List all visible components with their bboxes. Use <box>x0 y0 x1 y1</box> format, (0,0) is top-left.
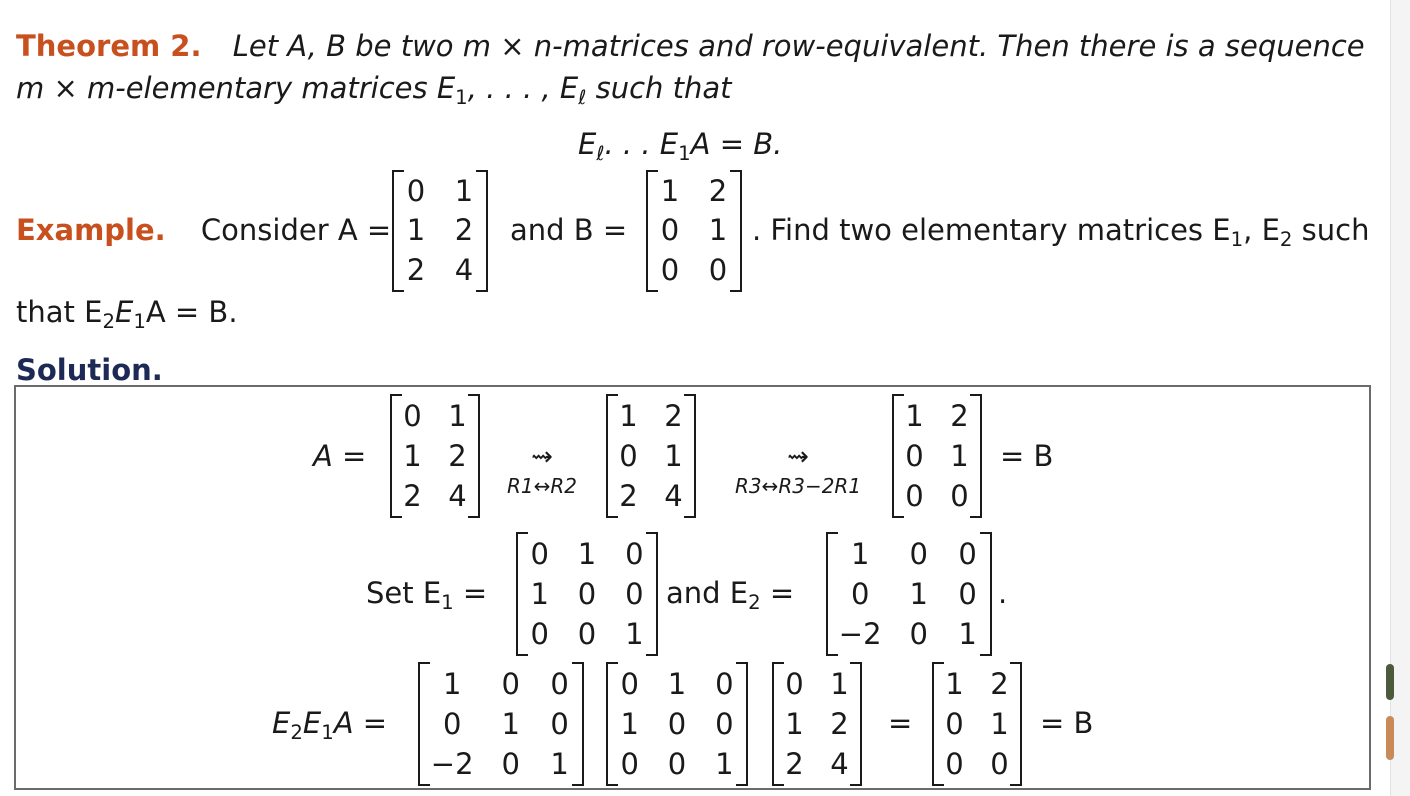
matrix-cell: 0 <box>577 616 597 651</box>
matrix-cell: 1 <box>619 398 638 433</box>
matrix-cell: 1 <box>785 706 804 741</box>
theorem-line-1 <box>16 29 1365 63</box>
example-such: such <box>1292 213 1370 247</box>
matrix-a-solution <box>390 396 480 516</box>
sol-e2-eq: = <box>760 576 795 610</box>
matrix-cell: 0 <box>619 438 638 473</box>
matrix-cell: 0 <box>905 478 924 513</box>
matrix-cell: 0 <box>958 536 977 571</box>
matrix-cell: 0 <box>715 706 734 741</box>
theorem-text-1: Let A, B be two m × n-matrices and row-equivalent. Then there is a sequence <box>232 29 1365 63</box>
matrix-cell: 4 <box>664 478 683 513</box>
sol-eq-b: = B <box>1000 439 1054 473</box>
matrix-cell: 0 <box>660 213 680 248</box>
sol-and-e2: and E2 = <box>666 576 795 614</box>
sol-set-text: Set E <box>366 576 442 610</box>
matrix-cell: 2 <box>830 706 849 741</box>
row-op-arrow-1 <box>494 444 590 496</box>
theorem-line-2: m × m-elementary matrices E1, . . . , Eℓ such that <box>16 71 732 109</box>
example-consider: Consider A = <box>200 213 392 247</box>
matrix-cell: 1 <box>530 576 549 611</box>
matrix-cell: 0 <box>403 398 422 433</box>
matrix-cell: 1 <box>945 666 964 701</box>
matrix-cell: 1 <box>501 706 520 741</box>
matrix-b-product <box>932 664 1022 784</box>
matrix-cell: 2 <box>403 478 422 513</box>
matrix-cell: 0 <box>785 666 804 701</box>
squiggle-arrow-icon: ⇝ <box>787 442 809 472</box>
matrix-cell: 0 <box>625 536 644 571</box>
matrix-cell: 0 <box>667 746 687 781</box>
eq-part-2: . . . E <box>604 127 679 161</box>
matrix-cell: 0 <box>950 478 969 513</box>
matrix-cell: 4 <box>448 478 467 513</box>
solution-label <box>16 353 163 387</box>
matrix-cell: 1 <box>667 666 687 701</box>
matrix-cell: 0 <box>577 576 597 611</box>
example-line-2: that E2E1A = B. <box>16 295 238 333</box>
row-op-arrow-2 <box>718 444 878 496</box>
theorem-text-2b: , . . . , E <box>467 71 579 105</box>
sol-a-eq: A = <box>313 439 367 473</box>
row-op-1: R1↔R2 <box>507 474 577 498</box>
matrix-cell: 0 <box>945 706 964 741</box>
matrix-cell: 1 <box>708 213 728 248</box>
matrix-cell: 1 <box>990 706 1009 741</box>
matrix-cell: 1 <box>577 536 597 571</box>
eq-part-1: E <box>578 127 597 161</box>
matrix-cell: 2 <box>406 252 426 287</box>
matrix-cell: 1 <box>620 706 639 741</box>
sol-set-e1: Set E1 = <box>366 576 488 614</box>
matrix-cell: 0 <box>660 252 680 287</box>
matrix-cell: 0 <box>667 706 687 741</box>
sol-final-eq-b: = B <box>1040 706 1094 740</box>
sol-product-lhs: E2E1A = <box>272 706 388 744</box>
matrix-swapped <box>606 396 696 516</box>
matrix-cell: 1 <box>660 174 680 209</box>
matrix-cell: 0 <box>958 576 977 611</box>
matrix-cell: 4 <box>830 746 849 781</box>
matrix-cell: 0 <box>501 666 520 701</box>
matrix-cell: 0 <box>550 666 569 701</box>
matrix-e2 <box>826 534 992 654</box>
sol-period: . <box>998 576 1008 610</box>
sol-and-e2-text: and E <box>666 576 749 610</box>
matrix-cell: 1 <box>550 746 569 781</box>
matrix-cell: 2 <box>454 213 474 248</box>
matrix-cell: 2 <box>990 666 1009 701</box>
eq-part-3: A = B. <box>690 127 783 161</box>
matrix-cell: −2 <box>838 616 882 651</box>
matrix-cell: 0 <box>990 746 1009 781</box>
matrix-cell: 1 <box>958 616 977 651</box>
matrix-cell: 0 <box>909 616 928 651</box>
matrix-cell: 1 <box>448 398 467 433</box>
matrix-cell: 1 <box>950 438 969 473</box>
matrix-cell: 1 <box>850 536 870 571</box>
example-comma: , E <box>1243 213 1280 247</box>
matrix-a-example <box>392 172 488 290</box>
sol-product-lhs-text: A = <box>333 706 388 740</box>
matrix-cell: 0 <box>905 438 924 473</box>
matrix-cell: 0 <box>406 174 426 209</box>
solution-label-text: Solution. <box>16 353 163 387</box>
theorem-equation: Eℓ. . . E1A = B. <box>578 127 783 165</box>
matrix-cell: 0 <box>850 576 870 611</box>
matrix-cell: 0 <box>708 252 728 287</box>
theorem-text-2a: m × m-elementary matrices E <box>16 71 456 105</box>
matrix-cell: 1 <box>454 174 474 209</box>
example-find-text: . Find two elementary matrices E <box>752 213 1231 247</box>
theorem-label: Theorem 2. <box>16 29 202 63</box>
matrix-cell: 2 <box>664 398 683 433</box>
edge-blob-bottom <box>1386 716 1394 760</box>
example-label: Example. <box>16 213 166 247</box>
matrix-e1 <box>516 534 658 654</box>
matrix-cell: 2 <box>448 438 467 473</box>
edge-blob-top <box>1386 664 1394 700</box>
example-and-b: and B = <box>510 213 628 247</box>
matrix-cell: 0 <box>715 666 734 701</box>
matrix-cell: 2 <box>785 746 804 781</box>
matrix-cell: 2 <box>708 174 728 209</box>
matrix-cell: 0 <box>625 576 644 611</box>
matrix-cell: 2 <box>950 398 969 433</box>
matrix-cell: 1 <box>715 746 734 781</box>
matrix-cell: 0 <box>530 616 549 651</box>
example-that: that E <box>16 295 103 329</box>
matrix-cell: 0 <box>550 706 569 741</box>
example-line2-end: A = B. <box>145 295 238 329</box>
matrix-cell: 0 <box>501 746 520 781</box>
matrix-a-product <box>772 664 862 784</box>
matrix-cell: 0 <box>442 706 462 741</box>
theorem-text-2c: such that <box>586 71 732 105</box>
example-find: . Find two elementary matrices E1, E2 such <box>752 213 1370 251</box>
matrix-cell: −2 <box>430 746 474 781</box>
matrix-e1-product <box>606 664 748 784</box>
matrix-cell: 1 <box>664 438 683 473</box>
matrix-cell: 0 <box>909 536 928 571</box>
matrix-cell: 0 <box>620 746 639 781</box>
matrix-cell: 1 <box>905 398 924 433</box>
sol-set-eq: = <box>453 576 488 610</box>
matrix-cell: 1 <box>625 616 644 651</box>
matrix-cell: 1 <box>909 576 928 611</box>
squiggle-arrow-icon: ⇝ <box>531 442 553 472</box>
matrix-cell: 0 <box>620 666 639 701</box>
matrix-cell: 1 <box>442 666 462 701</box>
matrix-cell: 1 <box>406 213 426 248</box>
matrix-cell: 0 <box>530 536 549 571</box>
matrix-e2-product <box>418 664 584 784</box>
row-op-2: R3↔R3−2R1 <box>734 474 862 498</box>
matrix-b-example <box>646 172 742 290</box>
sol-product-equals: = <box>888 706 913 740</box>
matrix-cell: 1 <box>830 666 849 701</box>
matrix-cell: 1 <box>403 438 422 473</box>
matrix-cell: 4 <box>454 252 474 287</box>
matrix-cell: 0 <box>945 746 964 781</box>
matrix-b-solution <box>892 396 982 516</box>
example-line <box>16 213 392 247</box>
matrix-cell: 2 <box>619 478 638 513</box>
